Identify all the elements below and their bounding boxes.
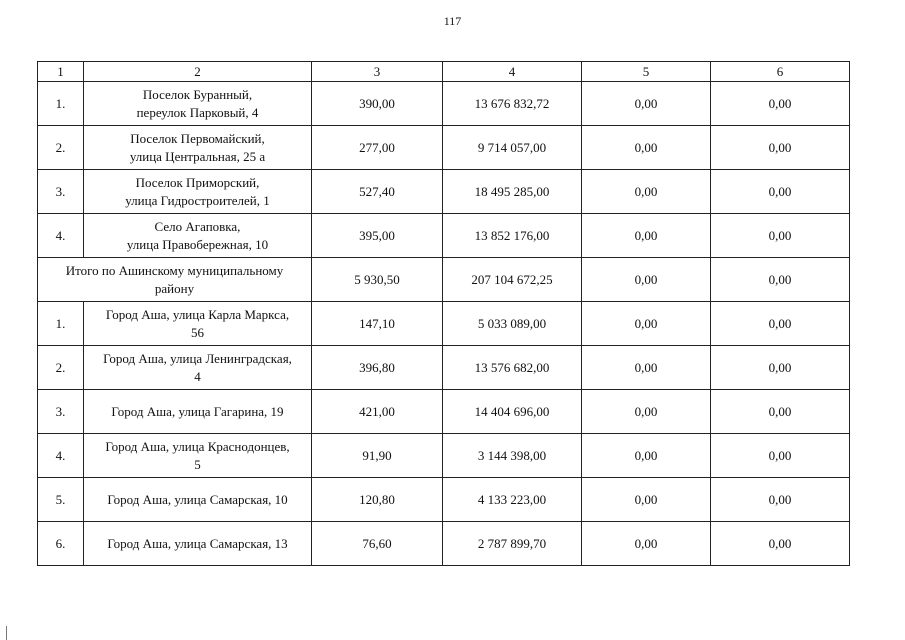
- table-row: [38, 478, 850, 522]
- value-cell: 147,10: [312, 302, 443, 346]
- table-row: [38, 390, 850, 434]
- value-cell: 76,60: [312, 522, 443, 566]
- total-row: [38, 258, 850, 302]
- address-cell: [84, 302, 312, 346]
- table-row: [38, 214, 850, 258]
- address-cell: [84, 478, 312, 522]
- total-value-cell: 0,00: [582, 258, 711, 302]
- value-cell: 0,00: [711, 126, 850, 170]
- value-cell: 0,00: [711, 346, 850, 390]
- row-number: 4.: [38, 434, 84, 478]
- address-line: Поселок Приморский,: [135, 174, 260, 190]
- value-cell: 0,00: [711, 390, 850, 434]
- address-line: Город Аша, улица Самарская, 10: [107, 491, 288, 507]
- column-header: 1: [38, 62, 84, 82]
- total-label-cell: [38, 258, 312, 302]
- address-line: Село Агаповка,: [154, 218, 241, 234]
- address-line: Город Аша, улица Самарская, 13: [107, 535, 288, 551]
- value-cell: 0,00: [582, 346, 711, 390]
- row-number: 1.: [38, 82, 84, 126]
- address-cell: [84, 214, 312, 258]
- row-number: 1.: [38, 302, 84, 346]
- address-cell: [84, 170, 312, 214]
- value-cell: 0,00: [582, 214, 711, 258]
- value-cell: 0,00: [582, 478, 711, 522]
- row-number: 4.: [38, 214, 84, 258]
- address-cell: [84, 390, 312, 434]
- address-line: Город Аша, улица Ленинградская,: [103, 350, 292, 366]
- value-cell: 13 676 832,72: [443, 82, 582, 126]
- address-line: Город Аша, улица Гагарина, 19: [111, 403, 284, 419]
- column-header: 6: [711, 62, 850, 82]
- address-line: улица Гидростроителей, 1: [125, 192, 270, 208]
- address-line: 56: [191, 324, 204, 340]
- value-cell: 0,00: [582, 82, 711, 126]
- value-cell: 0,00: [582, 434, 711, 478]
- value-cell: 0,00: [582, 390, 711, 434]
- table-row: [38, 302, 850, 346]
- value-cell: 4 133 223,00: [443, 478, 582, 522]
- value-cell: 0,00: [711, 478, 850, 522]
- value-cell: 0,00: [711, 82, 850, 126]
- address-line: Город Аша, улица Карла Маркса,: [105, 306, 290, 322]
- value-cell: 0,00: [582, 302, 711, 346]
- row-number: 3.: [38, 170, 84, 214]
- address-line: переулок Парковый, 4: [136, 104, 259, 120]
- column-header: 2: [84, 62, 312, 82]
- value-cell: 0,00: [711, 214, 850, 258]
- column-header: 5: [582, 62, 711, 82]
- address-cell: [84, 434, 312, 478]
- total-value-cell: 207 104 672,25: [443, 258, 582, 302]
- value-cell: 395,00: [312, 214, 443, 258]
- value-cell: 2 787 899,70: [443, 522, 582, 566]
- value-cell: 13 852 176,00: [443, 214, 582, 258]
- value-cell: 5 033 089,00: [443, 302, 582, 346]
- column-header: 3: [312, 62, 443, 82]
- address-line: улица Центральная, 25 а: [129, 148, 266, 164]
- address-cell: [84, 82, 312, 126]
- value-cell: 390,00: [312, 82, 443, 126]
- value-cell: 9 714 057,00: [443, 126, 582, 170]
- table-row: [38, 434, 850, 478]
- page-number: 117: [443, 14, 462, 28]
- value-cell: 0,00: [582, 170, 711, 214]
- data-table: [37, 61, 850, 566]
- value-cell: 0,00: [582, 522, 711, 566]
- row-number: 5.: [38, 478, 84, 522]
- table-row: [38, 522, 850, 566]
- value-cell: 13 576 682,00: [443, 346, 582, 390]
- value-cell: 527,40: [312, 170, 443, 214]
- row-number: 6.: [38, 522, 84, 566]
- value-cell: 18 495 285,00: [443, 170, 582, 214]
- total-value-cell: 0,00: [711, 258, 850, 302]
- address-line: Поселок Первомайский,: [130, 130, 265, 146]
- row-number: 3.: [38, 390, 84, 434]
- address-line: улица Правобережная, 10: [126, 236, 269, 252]
- table-row: [38, 126, 850, 170]
- value-cell: 3 144 398,00: [443, 434, 582, 478]
- address-line: 5: [194, 456, 201, 472]
- table-row: [38, 82, 850, 126]
- column-header: 4: [443, 62, 582, 82]
- value-cell: 277,00: [312, 126, 443, 170]
- total-label-line: Итого по Ашинскому муниципальному: [65, 262, 284, 278]
- address-line: 4: [194, 368, 201, 384]
- value-cell: 91,90: [312, 434, 443, 478]
- total-value-cell: 5 930,50: [312, 258, 443, 302]
- header-row: [38, 62, 850, 82]
- total-label-line: району: [154, 280, 195, 296]
- address-cell: [84, 522, 312, 566]
- value-cell: 0,00: [711, 170, 850, 214]
- value-cell: 0,00: [582, 126, 711, 170]
- scan-margin-mark: [6, 626, 7, 640]
- address-cell: [84, 346, 312, 390]
- address-line: Поселок Буранный,: [142, 86, 253, 102]
- table-row: [38, 346, 850, 390]
- row-number: 2.: [38, 346, 84, 390]
- value-cell: 0,00: [711, 434, 850, 478]
- row-number: 2.: [38, 126, 84, 170]
- value-cell: 0,00: [711, 522, 850, 566]
- value-cell: 120,80: [312, 478, 443, 522]
- table-row: [38, 170, 850, 214]
- address-cell: [84, 126, 312, 170]
- value-cell: 0,00: [711, 302, 850, 346]
- value-cell: 421,00: [312, 390, 443, 434]
- value-cell: 396,80: [312, 346, 443, 390]
- address-line: Город Аша, улица Краснодонцев,: [105, 438, 290, 454]
- value-cell: 14 404 696,00: [443, 390, 582, 434]
